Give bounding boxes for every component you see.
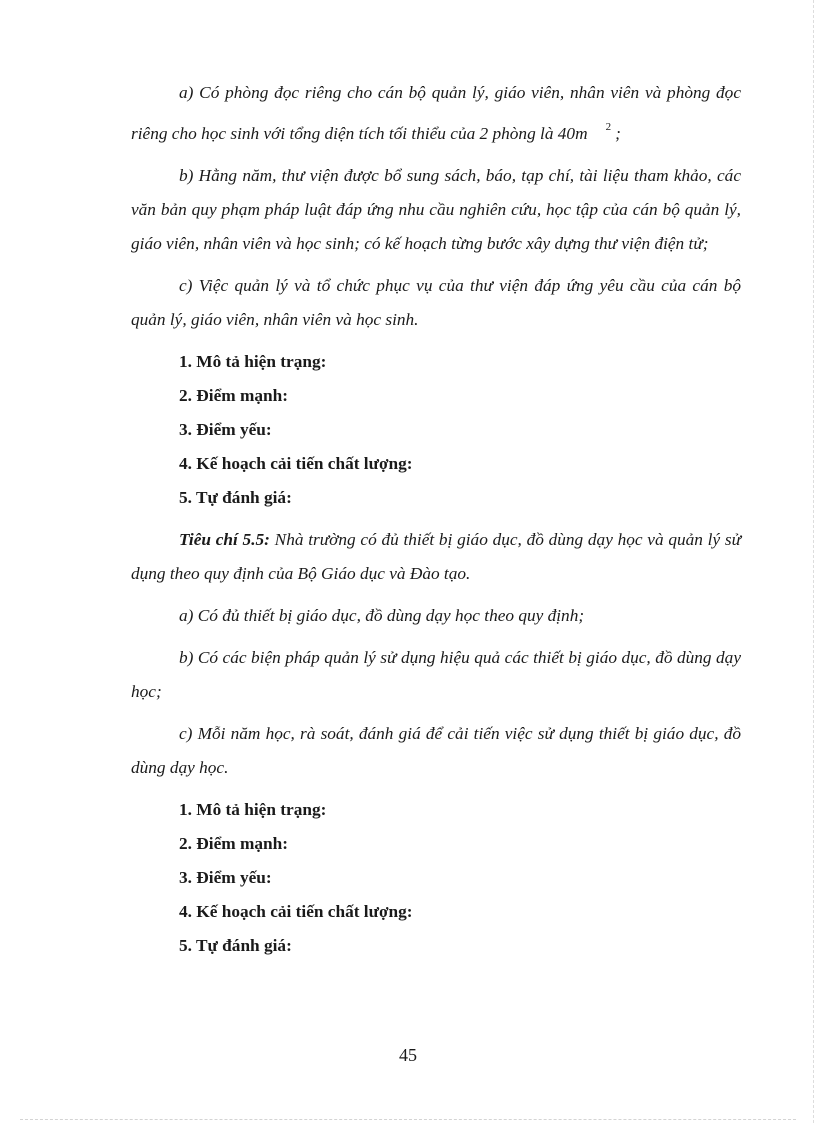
paragraph-c-library-management: c) Việc quản lý và tổ chức phục vụ của thư viện đáp ứng yêu cầu của cán bộ quản lý, giáo viên, nhân viên và học sinh. — [131, 276, 741, 329]
paragraph-b-equipment-management: b) Có các biện pháp quản lý sử dụng hiệu quả các thiết bị giáo dục, đồ dùng dạy học; — [131, 648, 741, 701]
paragraph-a-equipment: a) Có đủ thiết bị giáo dục, đồ dùng dạy học theo quy định; — [179, 606, 585, 625]
page-number: 45 — [399, 1045, 417, 1065]
criterion-5-5 — [131, 523, 741, 591]
page-right-border — [813, 0, 814, 1123]
paragraph-a-reading-rooms — [131, 76, 741, 151]
heading-self-assessment-2: 5. Tự đánh giá: — [179, 936, 292, 955]
paragraph-a-tail: ; — [615, 124, 621, 143]
heading-self-assessment: 5. Tự đánh giá: — [179, 488, 292, 507]
heading-strengths: 2. Điểm mạnh: — [179, 386, 288, 405]
heading-strengths-2: 2. Điểm mạnh: — [179, 834, 288, 853]
paragraph-c-equipment-review: c) Mỗi năm học, rà soát, đánh giá để cải tiến việc sử dụng thiết bị giáo dục, đồ dùng dạy học. — [131, 724, 741, 777]
heading-improvement-plan: 4. Kế hoạch cải tiến chất lượng: — [179, 454, 413, 473]
heading-weaknesses-2: 3. Điểm yếu: — [179, 868, 272, 887]
heading-current-status: 1. Mô tả hiện trạng: — [179, 352, 327, 371]
paragraph-a-text: a) Có phòng đọc riêng cho cán bộ quản lý, giáo viên, nhân viên và phòng đọc riêng cho học sinh với tổng diện tích tối thiểu của 2 phòng là 40m — [131, 83, 741, 143]
page-content — [131, 76, 741, 963]
heading-weaknesses: 3. Điểm yếu: — [179, 420, 272, 439]
page-bottom-border — [20, 1119, 796, 1120]
criterion-label: Tiêu chí 5.5: — [179, 530, 270, 549]
heading-improvement-plan-2: 4. Kế hoạch cải tiến chất lượng: — [179, 902, 413, 921]
paragraph-b-library-supplement: b) Hằng năm, thư viện được bổ sung sách, báo, tạp chí, tài liệu tham khảo, các văn bản quy phạm pháp luật đáp ứng nhu cầu nghiên cứu, học tập của cán bộ quản lý, giáo viên, nhân viên và học sinh; có kế hoạch từng bước xây dựng thư viện điện tử; — [131, 166, 741, 253]
superscript-2: 2 — [605, 121, 612, 133]
criterion-text: Nhà trường có đủ thiết bị giáo dục, đồ dùng dạy học và quản lý sử dụng theo quy định của Bộ Giáo dục và Đào tạo. — [131, 530, 742, 583]
heading-current-status-2: 1. Mô tả hiện trạng: — [179, 800, 327, 819]
